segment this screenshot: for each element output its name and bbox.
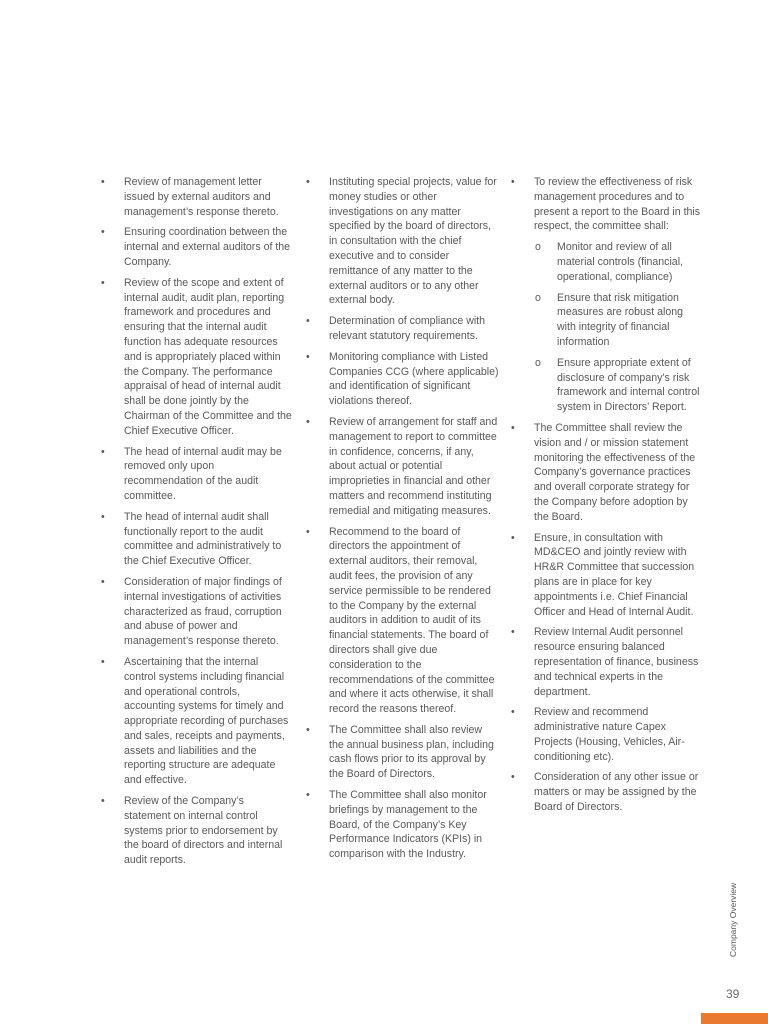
- section-side-label: Company Overview: [728, 882, 738, 957]
- column-2: [305, 175, 499, 868]
- sub-list-item: [534, 240, 704, 284]
- list-item: • Review of management letter issued by external auditors and management’s response thereto.: [100, 175, 292, 219]
- list-item: • Review of the scope and extent of internal audit, audit plan, reporting framework and procedures and ensuring that the internal audit function has adequate resources and is appropriately placed within the Company. The performance appraisal of head of internal audit shall be done jointly by the Chairman of the Committee and the Chief Executive Officer.: [100, 276, 292, 439]
- sub-item-text: Ensure appropriate extent of disclosure of company’s risk framework and internal control system in Directors’ Report.: [557, 356, 700, 414]
- list-item: • Consideration of any other issue or matters or may be assigned by the Board of Directors.: [510, 770, 704, 814]
- bullet-list-2: [305, 175, 499, 862]
- sub-item-text: Monitor and review of all material controls (financial, operational, compliance): [557, 241, 683, 283]
- list-item: • Review and recommend administrative nature Capex Projects (Housing, Vehicles, Air-conditioning etc).: [510, 705, 704, 764]
- list-item: • Ensure, in consultation with MD&CEO and jointly review with HR&R Committee that succession plans are in place for key appointments i.e. Chief Financial Officer and Head of Internal Audit.: [510, 531, 704, 620]
- page-number: 39: [726, 987, 740, 1001]
- sub-marker: o: [535, 291, 541, 304]
- list-item: • The Committee shall also monitor briefings by management to the Board, of the Company’s Key Performance Indicators (KPIs) in comparison with the Industry.: [305, 788, 499, 862]
- column-1: [100, 175, 292, 874]
- list-item: • The head of internal audit may be removed only upon recommendation of the audit committee.: [100, 445, 292, 504]
- accent-bar: [701, 1013, 768, 1024]
- sub-marker: o: [535, 356, 541, 369]
- list-item: • Instituting special projects, value for money studies or other investigations on any matter specified by the board of directors, in consultation with the chief executive and to consider remittance of any matter to the external auditors or to any other external body.: [305, 175, 499, 308]
- list-item: • Monitoring compliance with Listed Companies CCG (where applicable) and identification of significant violations thereof.: [305, 350, 499, 409]
- list-item: • Recommend to the board of directors the appointment of external auditors, their removal, audit fees, the provision of any service permissible to be rendered to the Company by the external auditors in addition to audit of its financial statements. The board of directors shall give due consideration to the recommendations of the committee and where it acts otherwise, it shall record the reasons thereof.: [305, 525, 499, 717]
- list-item-risk-management: [510, 175, 704, 415]
- sub-list-item: [534, 356, 704, 415]
- sub-list-item: [534, 291, 704, 350]
- column-3: [510, 175, 704, 821]
- list-item: • Review of arrangement for staff and management to report to committee in confidence, concerns, if any, about actual or potential improprieties in financial and other matters and recommend instituting remedial and mitigating measures.: [305, 415, 499, 519]
- list-item: • Determination of compliance with relevant statutory requirements.: [305, 314, 499, 344]
- bullet-list-3: [510, 175, 704, 815]
- list-item: • The Committee shall review the vision and / or mission statement monitoring the effectiveness of the Company’s governance practices and overall corporate strategy for the Company before adoption by the Board.: [510, 421, 704, 525]
- bullet-list-1: [100, 175, 292, 868]
- list-item: • The head of internal audit shall functionally report to the audit committee and administratively to the Chief Executive Officer.: [100, 510, 292, 569]
- sub-list: [534, 240, 704, 415]
- sub-item-text: Ensure that risk mitigation measures are robust along with integrity of financial information: [557, 291, 684, 348]
- list-item: • Review Internal Audit personnel resource ensuring balanced representation of finance, business and technical experts in the department.: [510, 625, 704, 699]
- list-item: • Review of the Company’s statement on internal control systems prior to endorsement by the board of directors and internal audit reports.: [100, 794, 292, 868]
- list-item-text: To review the effectiveness of risk management procedures and to present a report to the Board in this respect, the committee shall:: [534, 176, 701, 233]
- sub-marker: o: [535, 241, 541, 254]
- list-item: • Consideration of major findings of internal investigations of activities characterized as fraud, corruption and abuse of power and management’s response thereto.: [100, 575, 292, 649]
- list-item: • Ascertaining that the internal control systems including financial and operational controls, accounting systems for timely and appropriate recording of purchases and sales, receipts and payments, assets and liabilities and the reporting structure are adequate and effective.: [100, 655, 292, 788]
- list-item: • The Committee shall also review the annual business plan, including cash flows prior to its approval by the Board of Directors.: [305, 723, 499, 782]
- list-item: • Ensuring coordination between the internal and external auditors of the Company.: [100, 225, 292, 269]
